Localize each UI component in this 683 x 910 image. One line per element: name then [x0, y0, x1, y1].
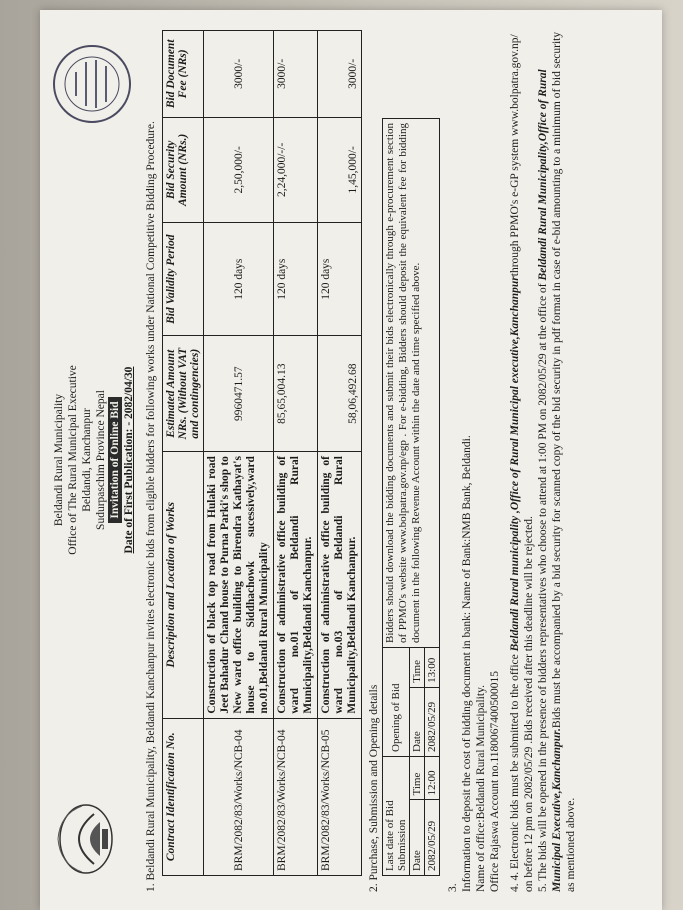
bid-validity: 120 days: [204, 223, 274, 336]
bid-security: 2,24,000/-/-: [274, 117, 318, 222]
document-fee: 3000/-: [274, 31, 318, 118]
section-3: [446, 28, 502, 892]
th-date: Date: [410, 687, 425, 756]
th-opening: Opening of Bid: [383, 648, 410, 757]
nepal-emblem-icon: [50, 794, 120, 884]
submission-table: [382, 647, 440, 876]
bid-validity: 120 days: [274, 223, 318, 336]
section-5: [536, 28, 578, 892]
bid-security: 2,50,000/-: [204, 117, 274, 222]
bid-security: 1,45,000/-: [318, 117, 362, 222]
header-line: Beldandi Rural Municipality: [53, 393, 65, 527]
th-amount: Estimated Amount NRs. (Without VAT and contingencies): [163, 336, 204, 452]
work-description: Construction of administrative office building of ward no.03 of Beldandi Rural Municipality,Beldandi Kanchanpur.: [318, 452, 362, 718]
section-5-post: Bids must be accompanied by a bid security for scanned copy of the bid security in pdf format in case of e-bid amounting to a minimum of bid security as mentioned above.: [551, 31, 577, 892]
th-last-date: Last date of Bid Submission: [383, 757, 410, 876]
section-5-text: The bids will be opened in the presence of bidders representatives who choose to attend at 1:00 PM on 2082/05/29 at the office of: [537, 280, 549, 881]
rotated-document: [40, 10, 662, 910]
table-row: [274, 31, 318, 876]
header-line: Sudurpaschim Province Nepal: [95, 390, 107, 530]
bank-info: Information to deposit the cost of bidding document in bank: Name of Bank:NMB Bank, Beldandi.: [461, 435, 473, 892]
section-4-text: 4. Electronic bids must be submitted to the office: [509, 651, 521, 881]
intro-text: Beldandi Rural Municipality, Beldandi Kanchanpur invites electronic bids from eligible bidders for following works under National Competitive Bidding Procedure.: [145, 121, 157, 881]
th-time: Time: [410, 757, 425, 801]
section-number: 4.: [509, 883, 521, 892]
submission-note: Bidders should download the bidding documents and submit their bids electronically through e-procurement section of PPMO's website www.bolpatra.gov.np/egp . For e-bidding, Bidders should deposit the equivalent fee for bidding document in the following Revenue Account within the date and time specified above.: [382, 118, 440, 647]
document-fee: 3000/-: [318, 31, 362, 118]
document-fee: 3000/-: [204, 31, 274, 118]
th-time: Time: [410, 648, 425, 688]
estimated-amount: 58,06,492.68: [318, 336, 362, 452]
office-name: Name of office:Beldandi Rural Municipality.: [475, 685, 487, 892]
office-stamp-icon: [50, 42, 134, 126]
section-5-emphasis-2: Municipal Executive,Kanchanpur.: [551, 728, 563, 892]
submission-time: 12:00: [425, 757, 440, 801]
intro-paragraph: [144, 28, 158, 892]
th-description: Description and Location of Works: [163, 452, 204, 718]
table-row: [318, 31, 362, 876]
th-security: Bid Security Amount (NRs.): [163, 117, 204, 222]
section-number: 3.: [447, 883, 459, 892]
table-row: [204, 31, 274, 876]
publication-date: Date of First Publication: - 2082/04/30: [123, 366, 135, 554]
section-2-title: [368, 28, 380, 892]
header-line: Beldandi, Kanchanpur: [81, 408, 93, 512]
th-fee: Bid Document Fee (NRs): [163, 31, 204, 118]
bid-validity: 120 days: [318, 223, 362, 336]
estimated-amount: 85,65,004.13: [274, 336, 318, 452]
opening-time: 13:00: [425, 648, 440, 688]
section-number: 5.: [537, 883, 549, 892]
contract-id: BRM/2082/83/Works/NCB-05: [318, 718, 362, 875]
notice-paper: [40, 10, 662, 910]
section-4-line2: on before 12 pm on 2082/05/29 .Bids received after this deadline will be rejected.: [523, 516, 535, 892]
header-line: Office of The Rural Municipal Executive: [67, 365, 79, 555]
opening-date: 2082/05/29: [425, 687, 440, 756]
section-4: [508, 28, 536, 892]
section-4-emphasis: Beldandi Rural municipality ,Office of Rural Municipal executive,Kanchanpur: [509, 276, 521, 652]
section-5-emphasis: Beldandi Rural Municipality,Office of Rural: [537, 69, 549, 281]
work-description: Construction of administrative office building of ward no.01 of Beldandi Rural Municipality,Beldandi Kanchanpur.: [274, 452, 318, 718]
section-4-post: through PPMO's e-GP system www.bolpatra.gov.np/: [509, 34, 521, 277]
estimated-amount: 9960471.57: [204, 336, 274, 452]
account-number: Office Rajaswa Account no.1180067400500015: [489, 670, 501, 892]
work-description: Construction of black top road from Hulaki road Jeet Bahadur Chand house to Purna Parki's shop to New ward office building to Birendra Kathayat's house to Siddhachowk sucessively,ward no.01,Beldandi Rural Municipality: [204, 452, 274, 718]
section-title: Purchase, Submission and Opening details: [368, 684, 380, 881]
submission-block: [382, 28, 440, 876]
contract-id: BRM/2082/83/Works/NCB-04: [204, 718, 274, 875]
letterhead: [52, 28, 136, 892]
works-table: [162, 30, 362, 876]
contract-id: BRM/2082/83/Works/NCB-04: [274, 718, 318, 875]
th-validity: Bid Validity Period: [163, 223, 204, 336]
notice-title: Invitation of Online Bid: [108, 397, 122, 522]
section-number: 1.: [145, 883, 157, 892]
section-number: 2.: [368, 883, 380, 892]
document-body: [52, 28, 578, 892]
submission-date: 2082/05/29: [425, 800, 440, 876]
th-date: Date: [410, 800, 425, 876]
th-contract: Contract Identification No.: [163, 718, 204, 875]
table-header-row: [163, 31, 204, 876]
